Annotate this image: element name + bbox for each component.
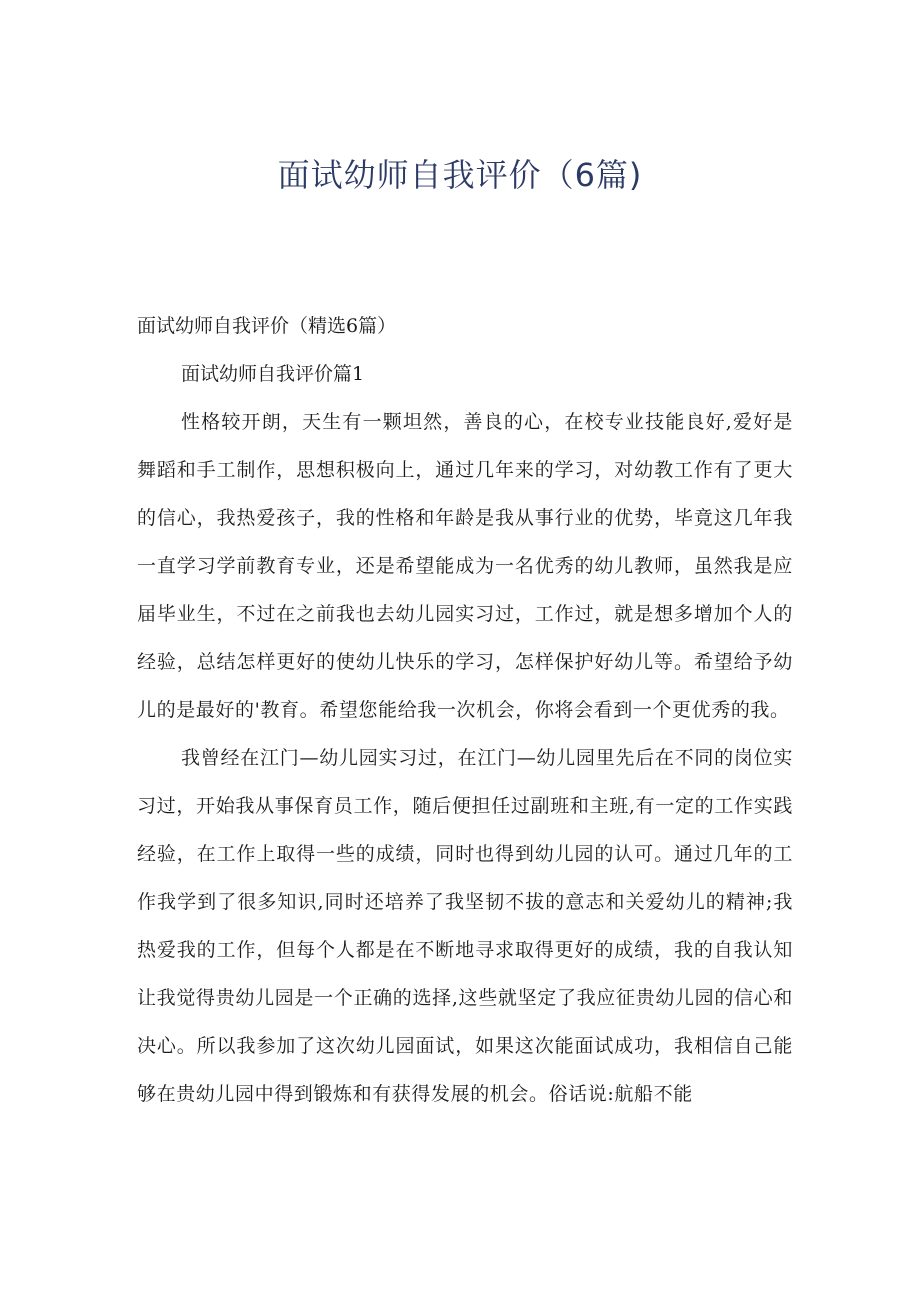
document-subtitle: 面试幼师自我评价（精选6篇）: [137, 315, 397, 337]
paragraph: 性格较开朗，天生有一颗坦然，善良的心，在校专业技能良好,爱好是舞蹈和手工制作，思想积极向上，通过几年来的学习，对幼教工作有了更大的信心，我热爱孩子，我的性格和年龄是我从事行业的优势，毕竟这几年我一直学习学前教育专业，还是希望能成为一名优秀的幼儿教师，虽然我是应届毕业生，不过在之前我也去幼儿园实习过，工作过，就是想多增加个人的经验，总结怎样更好的使幼儿快乐的学习，怎样保护好幼儿等。希望给予幼儿的是最好的'教育。希望您能给我一次机会，你将会看到一个更优秀的我。: [137, 411, 793, 721]
document-body: [137, 302, 793, 1118]
document-title: 面试幼师自我评价（6篇): [277, 156, 643, 194]
paragraph: 我曾经在江门—幼儿园实习过，在江门—幼儿园里先后在不同的岗位实习过，开始我从事保育员工作，随后便担任过副班和主班,有一定的工作实践经验，在工作上取得一些的成绩，同时也得到幼儿园的认可。通过几年的工作我学到了很多知识,同时还培养了我坚韧不拔的意志和关爱幼儿的精神;我热爱我的工作，但每个人都是在不断地寻求取得更好的成绩，我的自我认知让我觉得贵幼儿园是一个正确的选择,这些就坚定了我应征贵幼儿园的信心和决心。所以我参加了这次幼儿园面试，如果这次能面试成功，我相信自己能够在贵幼儿园中得到锻炼和有获得发展的机会。俗话说:航船不能: [137, 747, 793, 1105]
section-heading: 面试幼师自我评价篇1: [181, 363, 365, 385]
